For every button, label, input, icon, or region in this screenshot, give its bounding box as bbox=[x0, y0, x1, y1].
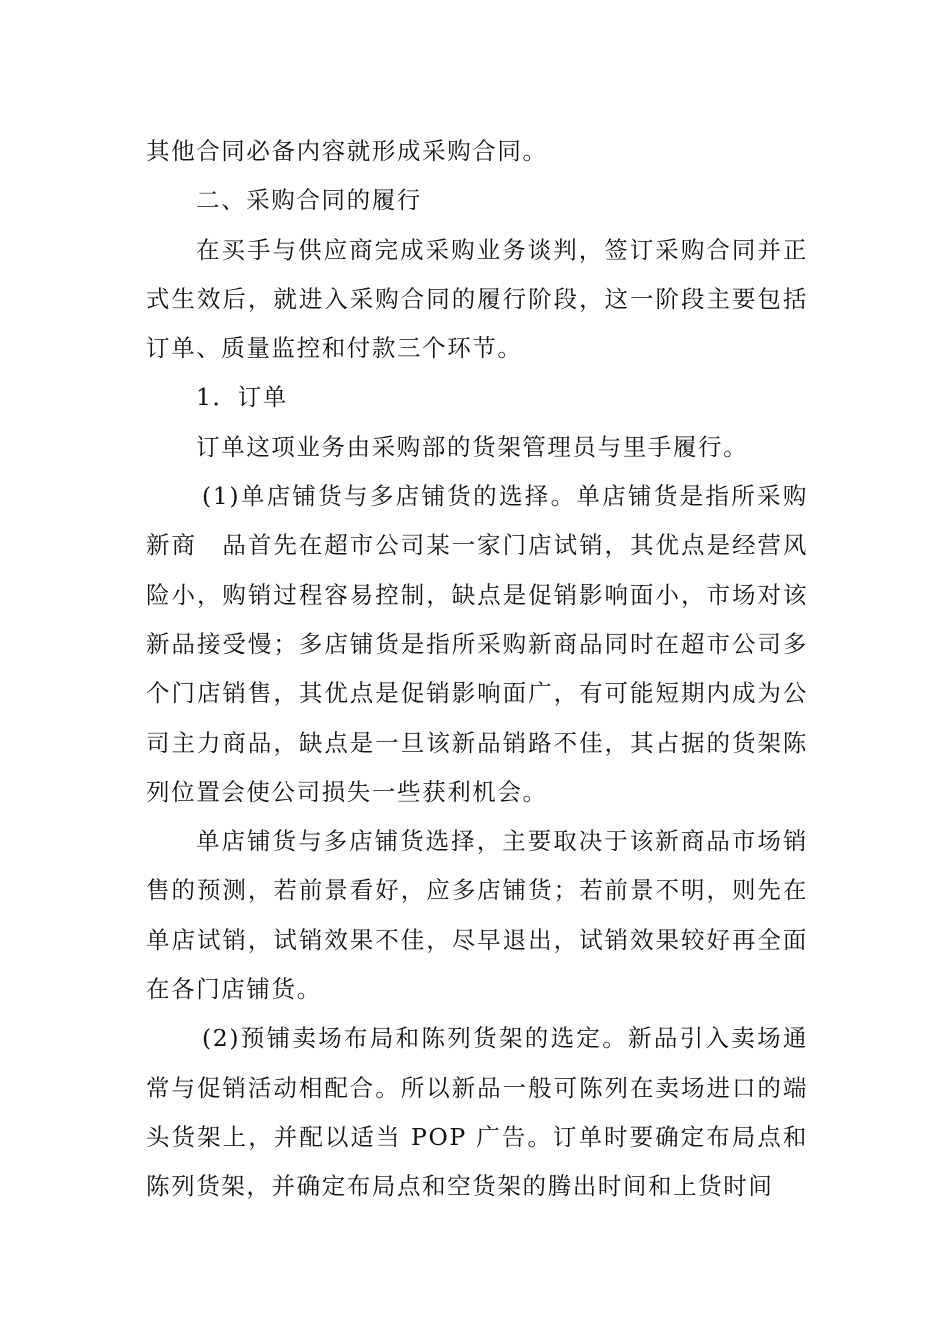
section-heading-contract-performance: 二、采购合同的履行 bbox=[196, 186, 422, 215]
paragraph-order-responsibility: 订单这项业务由采购部的货架管理员与里手履行。 bbox=[196, 432, 749, 461]
paragraph-performance-stage: 在买手与供应商完成采购业务谈判，签订采购合同并正式生效后，就进入采购合同的履行阶段，这一阶段主要包括订单、质量监控和付款三个环节。 bbox=[146, 235, 808, 363]
body-text bbox=[146, 127, 808, 1212]
paragraph-single-multi-store: (1)单店铺货与多店铺货的选择。单店铺货是指所采购新商 品首先在超市公司某一家门店试销，其优点是经营风险小，购销过程容易控制，缺点是促销影响面小，市场对该新品接受慢；多店铺货是指所采购新商品同时在超市公司多个门店销售，其优点是促销影响面广，有可能短期内成为公司主力商品，缺点是一旦该新品销路不佳，其占据的货架陈列位置会使公司损失一些获利机会。 bbox=[146, 482, 808, 806]
paragraph-layout-shelf: (2)预铺卖场布局和陈列货架的选定。新品引入卖场通常与促销活动相配合。所以新品一般可陈列在卖场进口的端头货架上，并配以适当 POP 广告。订单时要确定布局点和陈列货架，并确定布局点和空货架的腾出时间和上货时间 bbox=[146, 1024, 808, 1201]
paragraph-contract-content: 其他合同必备内容就形成采购合同。 bbox=[146, 137, 548, 165]
subheading-order: 1．订单 bbox=[196, 383, 288, 412]
paragraph-store-selection: 单店铺货与多店铺货选择，主要取决于该新商品市场销售的预测，若前景看好，应多店铺货；若前景不明，则先在单店试销，试销效果不佳，尽早退出，试销效果较好再全面在各门店铺货。 bbox=[146, 827, 808, 1004]
